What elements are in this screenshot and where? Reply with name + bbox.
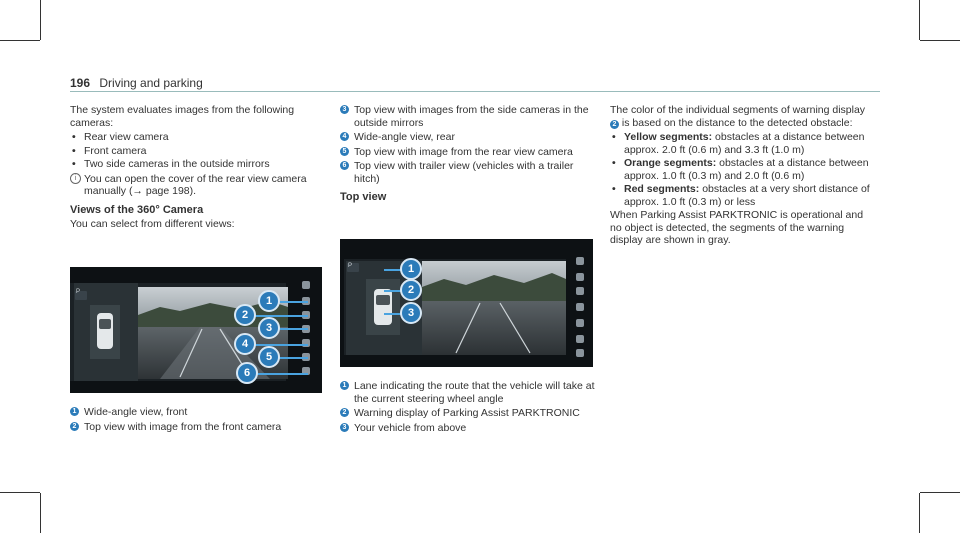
list-item bbox=[340, 380, 595, 405]
crop-mark bbox=[919, 493, 920, 533]
list-item bbox=[340, 407, 595, 420]
list-item bbox=[70, 406, 325, 419]
list-text: Top view with image from the front camera bbox=[84, 420, 282, 433]
callout-3: 3 bbox=[400, 302, 422, 324]
callout-1: 1 bbox=[258, 290, 280, 312]
view-option-icon[interactable] bbox=[576, 287, 584, 295]
view-option-icon[interactable] bbox=[576, 349, 584, 357]
list-item: • Rear view camera bbox=[70, 131, 325, 144]
list-item bbox=[340, 422, 595, 435]
callout-1: 1 bbox=[400, 258, 422, 280]
callout-2: 2 bbox=[400, 279, 422, 301]
segment-label: Yellow segments: bbox=[624, 131, 713, 143]
number-badge: 3 bbox=[340, 423, 349, 432]
segment-label: Red segments: bbox=[624, 183, 700, 195]
callout-3: 3 bbox=[258, 317, 280, 339]
view-option-icon[interactable] bbox=[576, 319, 584, 327]
view-selector-sidebar bbox=[296, 281, 316, 381]
page-number: 196 bbox=[70, 76, 91, 90]
list-item bbox=[340, 160, 595, 185]
callout-4: 4 bbox=[234, 333, 256, 355]
view-option-icon[interactable] bbox=[576, 303, 584, 311]
number-badge: 6 bbox=[340, 161, 349, 170]
number-badge: 2 bbox=[610, 120, 619, 129]
list-text: Warning display of Parking Assist PARKTRONIC bbox=[354, 407, 580, 419]
section-text: You can select from different views: bbox=[70, 218, 235, 230]
view-option-icon[interactable] bbox=[302, 281, 310, 289]
note bbox=[70, 173, 325, 198]
top-view-image bbox=[340, 239, 593, 367]
list-item bbox=[340, 131, 595, 144]
view-option-icon[interactable] bbox=[576, 273, 584, 281]
camera-scene bbox=[340, 239, 593, 367]
number-badge: 2 bbox=[340, 408, 349, 417]
number-badge: 2 bbox=[70, 422, 79, 431]
number-badge: 1 bbox=[340, 381, 349, 390]
header-rule bbox=[70, 91, 880, 92]
column-2-legend bbox=[340, 380, 595, 436]
number-badge: 1 bbox=[70, 407, 79, 416]
column-1 bbox=[70, 104, 325, 233]
outro-text: When Parking Assist PARKTRONIC is operational and no object is detected, the segments of the warning display are shown in gray. bbox=[610, 209, 864, 246]
number-badge: 5 bbox=[340, 147, 349, 156]
callout-6: 6 bbox=[236, 362, 258, 384]
intro-text-a: The color of the individual segments of warning display bbox=[610, 104, 866, 116]
view-selector-sidebar bbox=[570, 257, 590, 357]
column-1-legend bbox=[70, 406, 325, 435]
list-text: Wide-angle view, rear bbox=[354, 131, 455, 143]
crop-mark bbox=[40, 0, 41, 40]
view-option-icon[interactable] bbox=[576, 257, 584, 265]
crop-mark bbox=[920, 492, 960, 493]
list-item bbox=[340, 104, 595, 129]
callout-2: 2 bbox=[234, 304, 256, 326]
list-item bbox=[610, 131, 870, 156]
list-item bbox=[340, 146, 595, 159]
segment-label: Orange segments: bbox=[624, 157, 717, 169]
column-3 bbox=[610, 104, 870, 249]
parking-chip: P bbox=[76, 289, 81, 295]
list-text: Lane indicating the route that the vehicle will take at the current steering wheel angle bbox=[354, 380, 595, 405]
column-2 bbox=[340, 104, 595, 206]
list-text: Wide-angle view, front bbox=[84, 406, 188, 418]
segment-text: obstacles at a very short distance of approx. 1.0 ft (0.3 m) or less bbox=[624, 183, 870, 208]
crop-mark bbox=[40, 493, 41, 533]
list-text: Your vehicle from above bbox=[354, 421, 467, 434]
info-icon: i bbox=[70, 173, 81, 184]
list-item bbox=[610, 183, 870, 208]
number-badge: 3 bbox=[340, 105, 349, 114]
intro-text bbox=[610, 104, 870, 129]
list-item bbox=[70, 421, 325, 434]
crop-mark bbox=[919, 0, 920, 40]
note-text[interactable]: You can open the cover of the rear view camera manually (→ page 198). bbox=[84, 172, 307, 197]
section-title: Driving and parking bbox=[99, 76, 203, 90]
segment-text: obstacles at a distance between approx. 1.0 ft (0.3 m) and 2.0 ft (0.6 m) bbox=[624, 157, 869, 182]
section-heading: Top view bbox=[340, 191, 387, 203]
crop-mark bbox=[920, 40, 960, 41]
parking-chip: P bbox=[348, 263, 353, 269]
list-item bbox=[610, 157, 870, 182]
list-text: Top view with trailer view (vehicles with a trailer hitch) bbox=[354, 160, 574, 185]
section-heading: Views of the 360° Camera bbox=[70, 203, 204, 216]
view-option-icon[interactable] bbox=[576, 335, 584, 343]
crop-mark bbox=[0, 492, 40, 493]
crop-mark bbox=[0, 40, 40, 41]
list-item: • Two side cameras in the outside mirrors bbox=[70, 158, 325, 171]
page-header bbox=[70, 76, 203, 90]
list-item: • Front camera bbox=[70, 145, 325, 158]
camera-view-image bbox=[70, 267, 322, 393]
number-badge: 4 bbox=[340, 132, 349, 141]
list-text: Top view with images from the side cameras in the outside mirrors bbox=[354, 104, 589, 129]
intro-text: The system evaluates images from the following cameras: bbox=[70, 104, 295, 129]
intro-text-b: is based on the distance to the detected obstacle: bbox=[621, 116, 853, 129]
list-text: Top view with image from the rear view camera bbox=[354, 145, 573, 158]
segment-text: obstacles at a distance between approx. 2.0 ft (0.6 m) and 3.3 ft (1.0 m) bbox=[624, 131, 865, 156]
callout-5: 5 bbox=[258, 346, 280, 368]
